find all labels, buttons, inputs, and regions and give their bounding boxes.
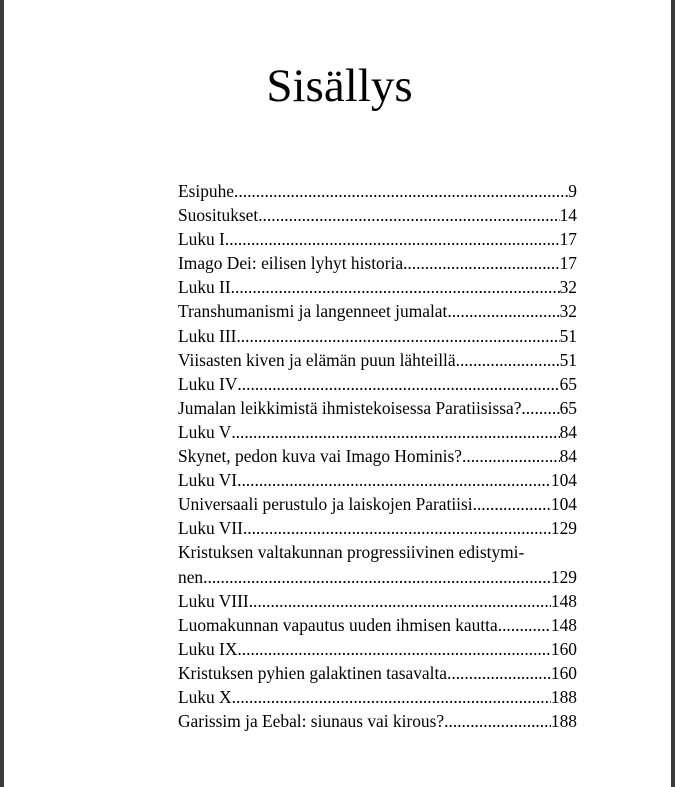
toc-leader xyxy=(447,299,559,323)
toc-entry[interactable] xyxy=(178,299,577,323)
toc-entry[interactable] xyxy=(178,685,577,709)
toc-entry[interactable] xyxy=(178,348,577,372)
toc-leader xyxy=(231,420,559,444)
toc-leader xyxy=(521,396,559,420)
toc-entry-page: 84 xyxy=(559,421,577,442)
toc-entry[interactable] xyxy=(178,251,577,275)
toc-entry-page: 14 xyxy=(559,205,577,226)
toc-entry-page: 51 xyxy=(559,325,577,346)
toc-entry-label-continuation: nen xyxy=(178,566,204,587)
toc-entry-page: 129 xyxy=(550,518,577,539)
toc-entry-page: 51 xyxy=(559,349,577,370)
toc-leader xyxy=(236,324,559,348)
toc-entry-label: Skynet, pedon kuva vai Imago Hominis? xyxy=(178,446,462,467)
toc-entry[interactable] xyxy=(178,372,577,396)
toc-leader xyxy=(258,203,559,227)
toc-leader xyxy=(232,685,551,709)
toc-entry-page: 148 xyxy=(550,614,577,635)
toc-leader xyxy=(243,516,551,540)
toc-entry-page: 160 xyxy=(550,638,577,659)
toc-leader xyxy=(444,709,551,733)
toc-entry-page: 32 xyxy=(559,277,577,298)
toc-leader xyxy=(237,372,559,396)
toc-entry-page: 148 xyxy=(550,590,577,611)
toc-entry-label: Luku II xyxy=(178,277,231,298)
toc-entry[interactable] xyxy=(178,637,577,661)
toc-entry-label: Kristuksen pyhien galaktinen tasavalta xyxy=(178,662,447,683)
toc-entry[interactable] xyxy=(178,396,577,420)
toc-leader xyxy=(447,661,551,685)
toc-entry-label: Luku V xyxy=(178,421,232,442)
toc-entry-label: Garissim ja Eebal: siunaus vai kirous? xyxy=(178,711,445,732)
toc-entry-label: Kristuksen valtakunnan progressiivinen edistymi- xyxy=(178,542,525,563)
toc-entry-label: Luku I xyxy=(178,229,225,250)
toc-entry-label: Esipuhe xyxy=(178,181,235,201)
toc-entry-page: 65 xyxy=(559,373,577,394)
table-of-contents xyxy=(178,179,577,733)
toc-entry-page: 188 xyxy=(550,686,577,707)
toc-entry-label: Luku VIII xyxy=(178,590,249,611)
toc-entry[interactable] xyxy=(178,613,577,637)
toc-leader xyxy=(225,227,560,251)
toc-entry-page: 104 xyxy=(550,494,577,515)
toc-entry[interactable] xyxy=(178,468,577,492)
toc-leader xyxy=(462,444,560,468)
toc-entry[interactable] xyxy=(178,589,577,613)
toc-entry-label: Transhumanismi ja langenneet jumalat xyxy=(178,301,448,322)
toc-entry-label: Luku IV xyxy=(178,373,238,394)
toc-leader xyxy=(231,275,560,299)
toc-entry[interactable] xyxy=(178,275,577,299)
toc-leader xyxy=(473,492,551,516)
toc-leader xyxy=(456,348,560,372)
toc-entry-label: Viisasten kiven ja elämän puun lähteillä xyxy=(178,349,456,370)
toc-entry-page: 188 xyxy=(550,711,577,732)
toc-entry-label: Luku VII xyxy=(178,518,243,539)
toc-entry-page: 9 xyxy=(568,181,577,201)
toc-leader xyxy=(237,637,550,661)
toc-leader xyxy=(249,589,551,613)
toc-entry[interactable] xyxy=(178,709,577,733)
toc-entry[interactable] xyxy=(178,444,577,468)
toc-entry[interactable] xyxy=(178,492,577,516)
toc-entry-label: Luku IX xyxy=(178,638,238,659)
toc-entry-page: 65 xyxy=(559,397,577,418)
toc-entry-label: Luku VI xyxy=(178,470,238,491)
toc-entry[interactable] xyxy=(178,324,577,348)
toc-leader xyxy=(203,565,551,589)
toc-entry-page: 84 xyxy=(559,446,577,467)
toc-leader xyxy=(234,179,568,203)
toc-entry-label: Jumalan leikkimistä ihmistekoisessa Paratiisissa? xyxy=(178,397,522,418)
toc-entry[interactable] xyxy=(178,540,577,564)
toc-entry-label: Luomakunnan vapautus uuden ihmisen kautta xyxy=(178,614,498,635)
toc-entry-page: 160 xyxy=(550,662,577,683)
toc-entry[interactable] xyxy=(178,516,577,540)
toc-entry-continuation[interactable] xyxy=(178,565,577,589)
toc-leader xyxy=(403,251,560,275)
toc-entry-label: Luku X xyxy=(178,686,232,707)
toc-entry-page: 17 xyxy=(559,229,577,250)
page-title: Sisällys xyxy=(266,60,413,112)
toc-entry-label: Suositukset xyxy=(178,205,259,226)
document-page xyxy=(4,0,671,787)
toc-entry-label: Luku III xyxy=(178,325,237,346)
toc-leader xyxy=(498,613,551,637)
toc-entry-page: 129 xyxy=(550,566,577,587)
toc-entry-page: 104 xyxy=(550,470,577,491)
toc-leader xyxy=(237,468,551,492)
toc-entry-label: Universaali perustulo ja laiskojen Paratiisi xyxy=(178,494,473,515)
toc-entry-page: 17 xyxy=(559,253,577,274)
toc-entry[interactable] xyxy=(178,203,577,227)
toc-entry[interactable] xyxy=(178,179,577,203)
toc-entry[interactable] xyxy=(178,661,577,685)
toc-entry-label: Imago Dei: eilisen lyhyt historia xyxy=(178,253,404,274)
toc-entry[interactable] xyxy=(178,420,577,444)
toc-entry[interactable] xyxy=(178,227,577,251)
toc-entry-page: 32 xyxy=(559,301,577,322)
